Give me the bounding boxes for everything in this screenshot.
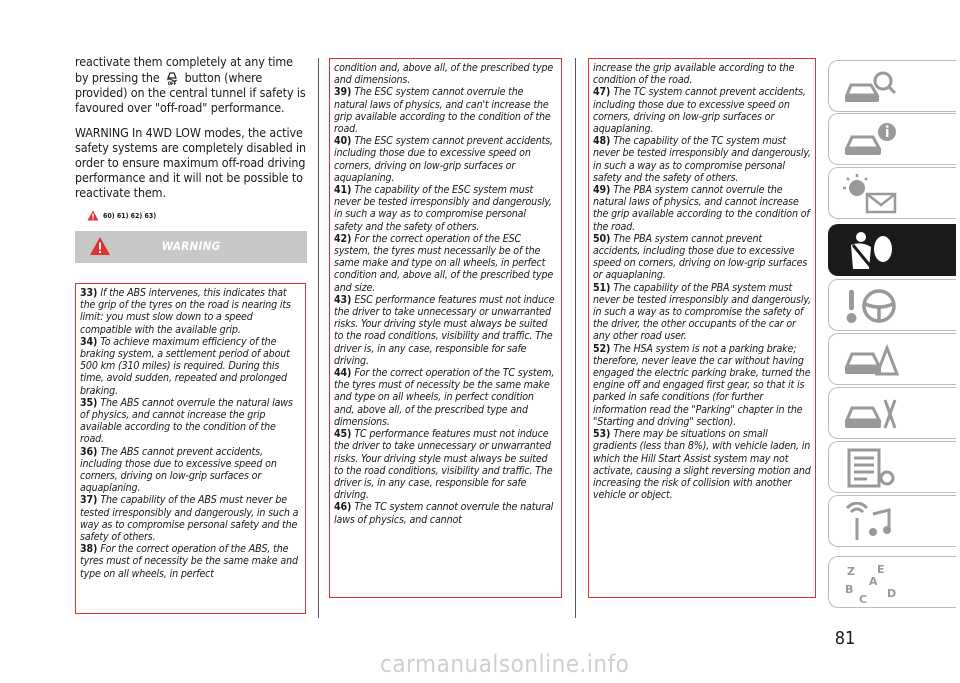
sidebar-tab-starting-driving[interactable] — [828, 279, 956, 331]
warning-item — [334, 135, 557, 184]
sidebar-tab-warning-lights[interactable] — [828, 167, 956, 219]
warning-item-number: 43) — [334, 293, 355, 306]
warning-refs-text: 60) 61) 62) 63) — [103, 211, 157, 220]
car-warning-icon — [843, 340, 899, 380]
light-message-icon — [843, 174, 899, 214]
car-info-icon — [843, 120, 899, 160]
warning-item-text: The TC system cannot overrule the natural laws of physics, and cannot — [334, 501, 554, 526]
warning-item-number: 53) — [593, 428, 614, 441]
warning-item-number: 37) — [80, 494, 101, 507]
warning-item-number: 51) — [593, 281, 614, 294]
warning-item — [593, 86, 811, 135]
warning-item-number: 47) — [593, 86, 614, 99]
warning-item-text: The ABS cannot prevent accidents, including those due to excessive speed on corners, driving on low-grip surfaces or aquaplaning. — [80, 445, 277, 495]
column-1 — [75, 54, 307, 263]
sidebar-tab-knowing-dashboard[interactable] — [828, 113, 956, 165]
warning-item-text: The ESC system cannot overrule the natural laws of physics, and can't increase the grip available according to the condition of the road. — [334, 86, 551, 136]
warning-item — [334, 294, 557, 367]
warning-item — [334, 184, 557, 233]
warning-item-text: The PBA system cannot overrule the natural laws of physics, and cannot increase the grip available according to the condition of the road. — [593, 184, 810, 233]
warning-item — [593, 428, 811, 501]
svg-text:D: D — [887, 587, 897, 600]
warning-item-number: 41) — [334, 184, 355, 197]
warning-item-number: 46) — [334, 501, 355, 514]
warning-item-number: 34) — [80, 335, 101, 348]
multimedia-icon — [843, 502, 899, 542]
svg-text:B: B — [845, 583, 854, 596]
warning-item — [80, 397, 301, 446]
warning-item-text: The ABS cannot overrule the natural laws of physics, and cannot increase the grip available according to the condition of the road. — [80, 396, 293, 446]
sidebar-tab-knowing-car[interactable] — [828, 60, 956, 112]
warning-item-text: The TC system cannot prevent accidents, including those due to excessive speed on corners, driving on low-grip surfaces or aquaplaning. — [593, 86, 806, 136]
warning-item-number: 35) — [80, 396, 101, 409]
warning-triangle-icon — [87, 210, 99, 221]
alphabet-index-icon — [843, 563, 899, 603]
warning-item — [80, 543, 301, 580]
warning-item-number: 49) — [593, 184, 614, 197]
svg-text:E: E — [877, 563, 885, 576]
sidebar-tab-technical-data[interactable] — [828, 441, 956, 493]
esc-off-icon — [165, 69, 179, 85]
watermark: carmanualsonline.info — [380, 650, 630, 678]
warning-item — [593, 135, 811, 184]
svg-text:Z: Z — [847, 565, 855, 578]
warning-item-number: 42) — [334, 232, 355, 245]
data-sheet-icon — [843, 448, 899, 488]
warning-item — [334, 501, 557, 525]
warning-item — [80, 287, 301, 336]
warning-item — [334, 86, 557, 135]
warning-item-number: 48) — [593, 135, 614, 148]
warning-item-text: condition and, above all, of the prescribed type and dimensions. — [334, 62, 554, 87]
sidebar-tab-emergency[interactable] — [828, 333, 956, 385]
warning-references — [87, 210, 307, 221]
warning-item-text: increase the grip available according to the condition of the road. — [593, 62, 795, 87]
body-paragraph: WARNING In 4WD LOW modes, the active safety systems are completely disabled in order to ensure maximum off-road driving performance and it will not be possible to reactivate them. — [75, 125, 306, 200]
column-divider — [318, 58, 319, 618]
page-number: 81 — [834, 628, 856, 649]
warning-item-text: The capability of the ABS must never be tested irresponsibly and dangerously, in such a way as to compromise personal safety and the safety of others. — [80, 494, 299, 544]
warning-item-text: If the ABS intervenes, this indicates that the grip of the tyres on the road is nearing its limit: you must slow down to a speed compatible with the available grip. — [80, 287, 291, 336]
warning-item-text: The capability of the PBA system must never be tested irresponsibly and dangerously, in such a way as to compromise the safety of the driver, the other occupants of the car or any other road user. — [593, 281, 811, 343]
warning-item — [334, 62, 557, 86]
sidebar-tab-index[interactable] — [828, 556, 956, 608]
warning-item — [80, 446, 301, 495]
warning-item-text: The capability of the ESC system must never be tested irresponsibly and dangerously, in such a way as to compromise personal safety and the safety of others. — [334, 184, 552, 233]
sidebar-tab-servicing[interactable] — [828, 387, 956, 439]
warning-item-text: The capability of the TC system must never be tested irresponsibly and dangerously, in such a way as to compromise personal safety and the safety of others. — [593, 135, 811, 184]
seatbelt-airbag-icon — [843, 231, 899, 271]
warning-item — [593, 282, 811, 343]
warning-item-text: ESC performance features must not induce the driver to take unnecessary or unwarranted risks. Your driving style must always be suited to the road conditions, visibility and traffic. The driver is, in any case, responsible for safe driving. — [334, 293, 555, 367]
warning-item — [334, 367, 557, 428]
warning-item-number: 33) — [80, 287, 101, 299]
warning-item-text: The HSA system is not a parking brake; therefore, never leave the car without having engaged the electric parking brake, turned the engine off and engaged first gear, so that it is parked in safe conditions (for further information read the "Parking" chapter in the "Starting and driving" section). — [593, 342, 811, 428]
warning-item-number: 44) — [334, 367, 355, 380]
warning-box-2 — [329, 58, 562, 598]
warning-item-text: For the correct operation of the ESC system, the tyres must necessarily be of the same make and type on all wheels, in perfect condition and, above all, of the prescribed type and size. — [334, 232, 554, 294]
warning-item-text: For the correct operation of the ABS, the tyres must of necessity be the same make and type on all wheels, in perfect — [80, 543, 298, 580]
warning-item — [593, 184, 811, 233]
warning-item — [334, 428, 557, 501]
car-tools-icon — [843, 394, 899, 434]
svg-text:A: A — [869, 575, 878, 588]
column-divider — [575, 58, 576, 618]
warning-item-text: The PBA system cannot prevent accidents, including those due to excessive speed on corners, driving on low-grip surfaces or aquaplaning. — [593, 232, 808, 282]
warning-item — [334, 233, 557, 294]
warning-header — [75, 231, 307, 263]
warning-box-3 — [588, 58, 816, 598]
warning-item — [593, 62, 811, 86]
svg-text:C: C — [859, 593, 868, 603]
warning-item-text: The ESC system cannot prevent accidents, including those due to excessive speed on corners, driving on low-grip surfaces or aquaplaning. — [334, 135, 553, 184]
car-search-icon — [843, 67, 899, 107]
warning-item-text: To achieve maximum efficiency of the braking system, a settlement period of about 500 km (310 miles) is required. During this time, avoid sudden, repeated and prolonged braking. — [80, 335, 290, 397]
steering-wheel-icon — [843, 286, 899, 326]
warning-item-number: 36) — [80, 445, 101, 458]
warning-item-number: 50) — [593, 232, 614, 245]
warning-item-number: 52) — [593, 342, 614, 355]
warning-item-text: TC performance features must not induce the driver to take unnecessary or unwarranted risks. Your driving style must always be suited to the road conditions, visibility and traffic. The driver is, in any case, responsible for safe driving. — [334, 428, 553, 502]
warning-item — [593, 233, 811, 282]
sidebar-tab-multimedia[interactable] — [828, 495, 956, 547]
warning-item — [80, 494, 301, 543]
warning-item-number: 39) — [334, 86, 355, 99]
warning-item-text: For the correct operation of the TC system, the tyres must of necessity be the same make and type on all wheels, in perfect condition and, above all, of the prescribed type and dimensions. — [334, 367, 555, 428]
warning-item-number: 40) — [334, 135, 355, 148]
body-paragraph: reactivate them completely at any time by pressing the OFF button (where provided) on the central tunnel if safety is favoured over "off-road" performance. — [75, 54, 306, 115]
warning-title: WARNING — [161, 239, 221, 253]
warning-item-text: There may be situations on small gradients (less than 8%), with vehicle laden, in which the Hill Start Assist system may not activate, causing a slight reversing motion and increasing the risk of collision with another vehicle or object. — [593, 428, 811, 502]
warning-item-number: 45) — [334, 428, 355, 441]
warning-item-number: 38) — [80, 543, 101, 556]
warning-box-1 — [75, 283, 306, 614]
sidebar-tab-safety[interactable] — [828, 224, 956, 276]
warning-item — [80, 336, 301, 397]
svg-text:OFF: OFF — [167, 81, 177, 85]
warning-item — [593, 343, 811, 428]
